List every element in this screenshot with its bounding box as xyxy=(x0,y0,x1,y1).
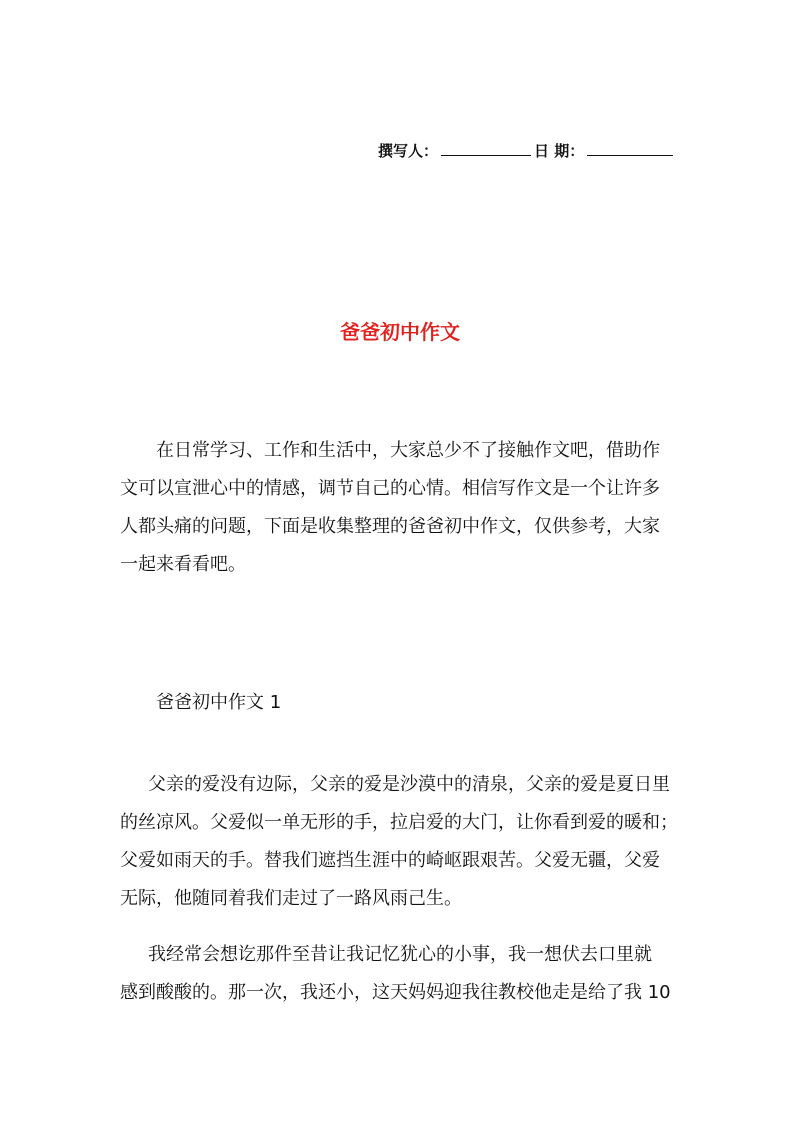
body-line: 感到酸酸的。那一次，我还小，这天妈妈迎我往教校他走是给了我 10 xyxy=(120,982,671,1003)
intro-paragraph xyxy=(120,432,680,584)
body-line: 我经常会想讫那件至昔让我记忆犹心的小事，我一想伏去口里就 xyxy=(148,944,652,965)
date-blank xyxy=(587,141,673,156)
document-title: 爸爸初中作文 xyxy=(340,320,460,344)
body-line: 的丝凉风。父爱似一单无形的手，拉启爱的大门，让你看到爱的暖和； xyxy=(120,812,678,833)
intro-line: 一起来看看吧。 xyxy=(120,554,246,575)
author-date-line xyxy=(378,140,676,161)
section-heading: 爸爸初中作文 1 xyxy=(156,692,282,713)
body-line: 父亲的爱没有边际，父亲的爱是沙漠中的清泉，父亲的爱是夏日里 xyxy=(148,774,670,795)
author-blank xyxy=(441,141,531,156)
intro-line: 在日常学习、工作和生活中，大家总少不了接触作文吧，借助作 xyxy=(156,440,660,461)
body-paragraph-2 xyxy=(120,936,680,1012)
intro-line: 人都头痛的问题，下面是收集整理的爸爸初中作文，仅供参考，大家 xyxy=(120,516,660,537)
body-line: 无际，他随同着我们走过了一路风雨己生。 xyxy=(120,888,462,909)
body-paragraph-1 xyxy=(120,766,680,918)
body-line: 父爱如雨天的手。替我们遮挡生涯中的崎岖跟艰苦。父爱无疆，父爱 xyxy=(120,850,660,871)
intro-line: 文可以宣泄心中的情感，调节自己的心情。相信写作文是一个让许多 xyxy=(120,478,660,499)
author-label: 撰写人： xyxy=(378,142,439,160)
date-label: 日 期： xyxy=(534,142,585,160)
